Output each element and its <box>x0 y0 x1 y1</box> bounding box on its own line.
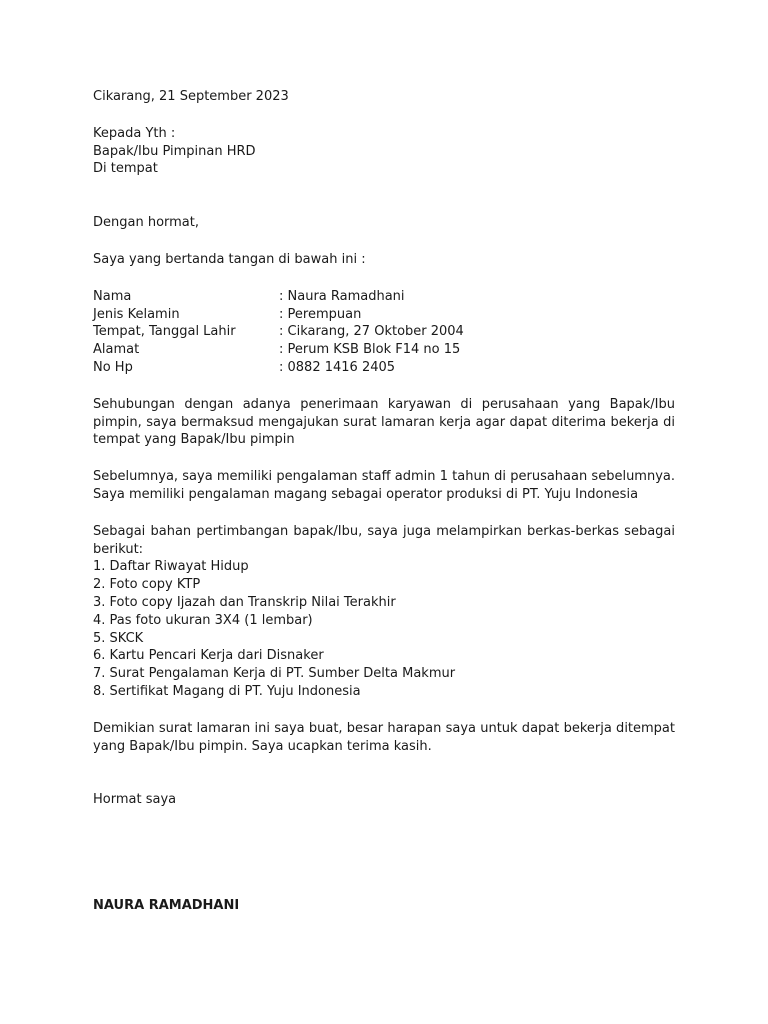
identity-label: Tempat, Tanggal Lahir <box>93 324 236 340</box>
identity-row <box>93 359 675 377</box>
list-item: 7. Surat Pengalaman Kerja di PT. Sumber Delta Makmur <box>93 666 456 682</box>
list-item: 2. Foto copy KTP <box>93 577 201 593</box>
greeting: Dengan hormat, <box>93 215 200 231</box>
identity-value: : Perum KSB Blok F14 no 15 <box>279 342 461 358</box>
identity-value: : Perempuan <box>279 306 362 322</box>
closing-salutation: Hormat saya <box>93 792 177 808</box>
identity-label: Alamat <box>93 342 140 358</box>
recipient-block <box>93 125 675 178</box>
intro-text: Saya yang bertanda tangan di bawah ini : <box>93 251 366 267</box>
identity-label: No Hp <box>93 359 133 375</box>
identity-row <box>93 341 675 359</box>
recipient-line-1: Kepada Yth : <box>93 125 176 141</box>
identity-value: : Naura Ramadhani <box>279 288 405 304</box>
paragraph-experience: Sebelumnya, saya memiliki pengalaman staff admin 1 tahun di perusahaan sebelumnya. Saya memiliki pengalaman magang sebagai operator produksi di PT. Yuju Indonesia <box>93 469 675 502</box>
list-item: 8. Sertifikat Magang di PT. Yuju Indonesia <box>93 683 361 699</box>
identity-value: : Cikarang, 27 Oktober 2004 <box>279 324 464 340</box>
paragraph-application: Sehubungan dengan adanya penerimaan karyawan di perusahaan yang Bapak/Ibu pimpin, saya bermaksud mengajukan surat lamaran kerja agar dapat diterima bekerja di tempat yang Bapak/Ibu pimpin <box>93 396 675 448</box>
place-date: Cikarang, 21 September 2023 <box>93 89 289 104</box>
recipient-line-3: Di tempat <box>93 161 158 177</box>
identity-value: : 0882 1416 2405 <box>279 359 396 375</box>
attachments-list <box>93 558 675 700</box>
recipient-line-2: Bapak/Ibu Pimpinan HRD <box>93 143 256 159</box>
identity-table <box>93 288 675 377</box>
letter-page <box>93 88 675 915</box>
list-item: 4. Pas foto ukuran 3X4 (1 lembar) <box>93 612 313 628</box>
paragraph-closing: Demikian surat lamaran ini saya buat, besar harapan saya untuk dapat bekerja ditempat yang Bapak/Ibu pimpin. Saya ucapkan terima kasih. <box>93 720 675 754</box>
paragraph-attachments-intro: Sebagai bahan pertimbangan bapak/Ibu, saya juga melampirkan berkas-berkas sebagai berikut: <box>93 523 675 557</box>
signature-name: NAURA RAMADHANI <box>93 898 240 914</box>
list-item: 5. SKCK <box>93 630 144 646</box>
identity-row <box>93 306 675 324</box>
identity-row <box>93 323 675 341</box>
list-item: 6. Kartu Pencari Kerja dari Disnaker <box>93 648 324 664</box>
list-item: 1. Daftar Riwayat Hidup <box>93 559 249 575</box>
identity-label: Jenis Kelamin <box>93 306 180 322</box>
list-item: 3. Foto copy Ijazah dan Transkrip Nilai Terakhir <box>93 594 396 610</box>
identity-row <box>93 288 675 306</box>
identity-label: Nama <box>93 288 132 304</box>
